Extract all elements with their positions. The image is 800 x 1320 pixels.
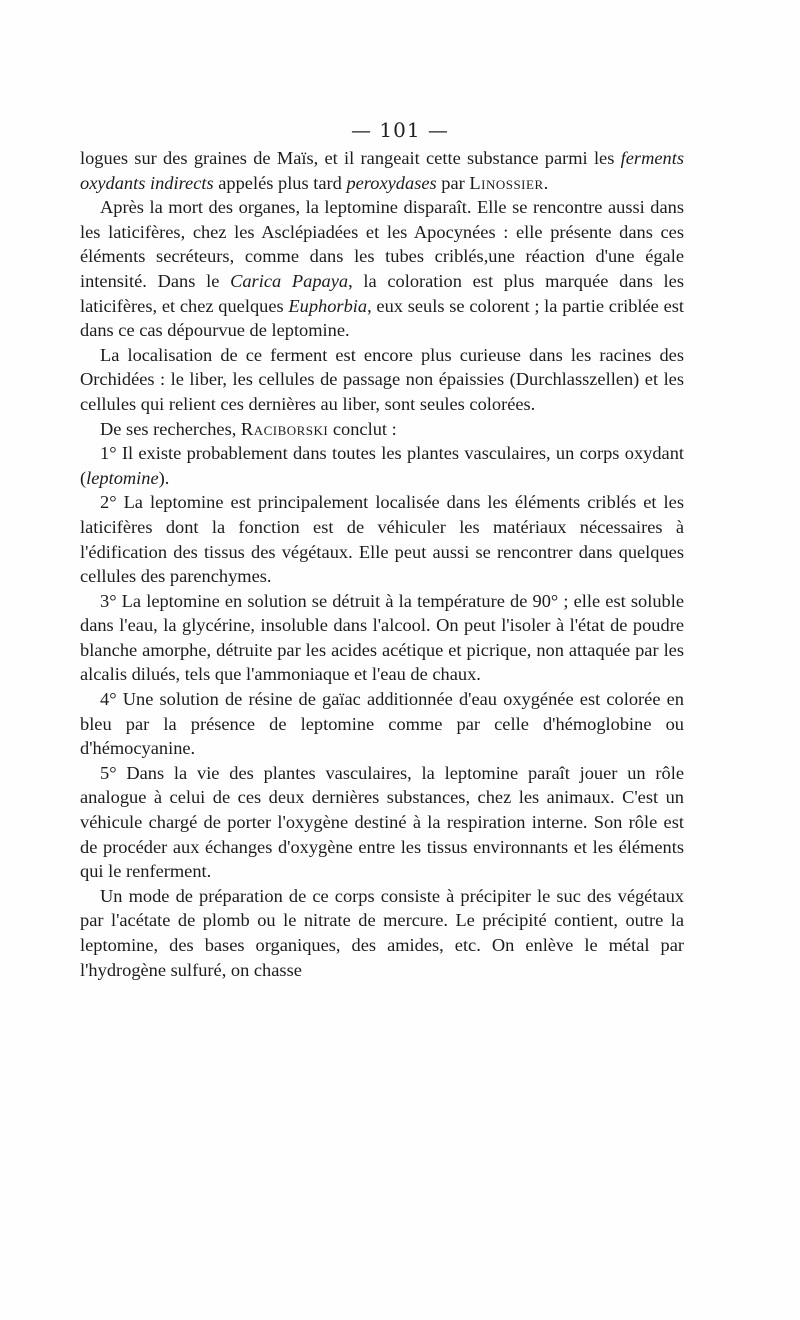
paragraph-4: De ses recherches, Raciborski conclut : (100, 418, 397, 439)
author-name: Raciborski (240, 418, 329, 439)
page-number: — 101 — (351, 118, 449, 142)
body-text (80, 146, 684, 982)
conclusion-1: 1° Il existe probablement dans toutes les plantes vasculaires, un corps oxydant (leptomine). (80, 443, 684, 488)
conclusion-3: 3° La leptomine en solution se détruit à la température de 90° ; elle est soluble dans l'eau, la glycérine, insoluble dans l'alcool. On peut l'isoler à l'état de poudre blanche amorphe, détruite par les acides acétique et picrique, non attaquée par les alcalis dilués, tels que l'ammoniaque et l'eau de chaux. (80, 590, 684, 685)
conclusion-4: 4° Une solution de résine de gaïac additionnée d'eau oxygénée est colorée en bleu par la présence de leptomine comme par celle d'hémoglobine ou d'hémocyanine. (80, 689, 684, 759)
conclusion-5: 5° Dans la vie des plantes vasculaires, la leptomine paraît jouer un rôle analogue à celui de ces deux dernières substances, chez les animaux. C'est un véhicule chargé de porter l'oxygène destiné à la respiration interne. Son rôle est de procéder aux échanges d'oxygène entre les tissus environnants et les éléments qui le renferment. (80, 762, 684, 882)
author-name: Linossier (469, 172, 544, 193)
paragraph-preparation: Un mode de préparation de ce corps consiste à précipiter le suc des végétaux par l'acétate de plomb ou le nitrate de mercure. Le précipité contient, outre la leptomine, des bases organiques, des amides, etc. On enlève le métal par l'hydrogène sulfuré, on chasse (80, 885, 684, 980)
paragraph-3: La localisation de ce ferment est encore plus curieuse dans les racines des Orchidées : le liber, les cellules de passage non épaissies (Durchlasszellen) et les cellules qui relient ces dernières au liber, sont seules colorées. (80, 344, 684, 414)
conclusion-2: 2° La leptomine est principalement localisée dans les éléments criblés et les laticifères dont la fonction est de véhiculer les matériaux nécessaires à l'édification des tissus des végétaux. Elle peut aussi se rencontrer dans quelques cellules des parenchymes. (80, 492, 684, 587)
paragraph-2: Après la mort des organes, la leptomine disparaît. Elle se rencontre aussi dans les laticifères, chez les Asclépiadées et les Apocynées : elle présente dans ces éléments secréteurs, comme dans les tubes criblés,une réaction d'une égale intensité. Dans le Carica Papaya, la coloration est plus marquée dans les laticifères, et chez quelques Euphorbia, eux seuls se colorent ; la partie criblée est dans ce cas dépourvue de leptomine. (80, 197, 684, 341)
paragraph-1: logues sur des graines de Maïs, et il rangeait cette substance parmi les ferments oxydants indirects appelés plus tard peroxydases par Linossier. (80, 148, 684, 193)
